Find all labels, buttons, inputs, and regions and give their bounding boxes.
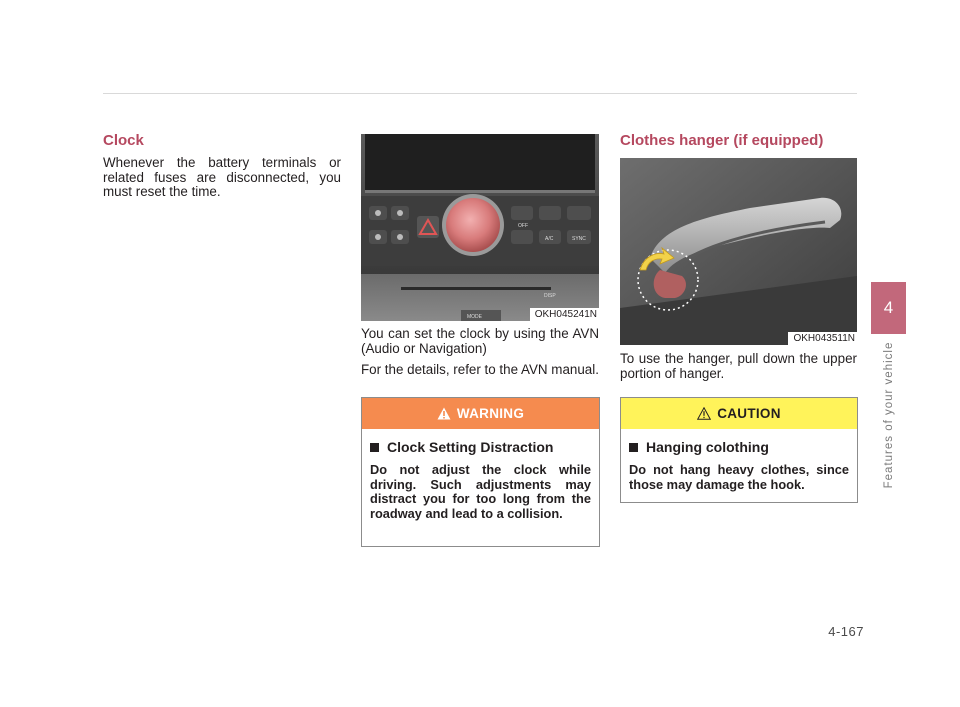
caution-title-text: Hanging colothing [646,439,769,455]
warning-label: WARNING [456,406,525,421]
clock-setting-text: You can set the clock by using the AVN (Audio or Navigation) [361,326,599,356]
top-divider [103,93,857,94]
warning-title-text: Clock Setting Distraction [387,439,554,455]
caution-label: CAUTION [717,406,781,421]
bullet-square-icon [370,443,379,452]
panel-sync-label: SYNC [572,236,586,242]
warning-header [362,398,599,429]
clothes-hanger-photo [620,158,857,345]
clock-heading: Clock [103,132,144,149]
caution-text: Do not hang heavy clothes, since those may damage the hook. [629,462,849,492]
warning-box [361,397,600,547]
clock-details-text: For the details, refer to the AVN manual. [361,362,599,377]
warning-triangle-icon [437,407,451,420]
clock-photo-code: OKH045241N [530,308,599,321]
warning-text: Do not adjust the clock while driving. Such adjustments may distract you for too long from the roadway and lead to a collision. [370,462,591,521]
caution-triangle-icon [697,407,711,420]
caution-box [620,397,858,503]
hanger-heading: Clothes hanger (if equipped) [620,132,824,149]
page-number: 4-167 [828,624,864,639]
panel-mode-label: MODE [467,314,482,320]
hanger-text: To use the hanger, pull down the upper portion of hanger. [620,351,857,381]
bullet-square-icon [629,443,638,452]
climate-panel-photo [361,134,599,321]
chapter-label-text: Features of your vehicle [882,341,895,489]
panel-ac-label: A/C [545,236,554,242]
caution-title [629,439,849,455]
warning-title [370,439,591,455]
panel-off-label: OFF [518,223,528,229]
chapter-label [872,335,905,495]
hanger-photo-code: OKH043511N [788,332,857,345]
chapter-tab: 4 [871,282,906,334]
caution-header [621,398,857,429]
clock-intro-text: Whenever the battery terminals or related fuses are disconnected, you must reset the time. [103,155,341,199]
panel-disp-label: DISP [544,293,556,299]
